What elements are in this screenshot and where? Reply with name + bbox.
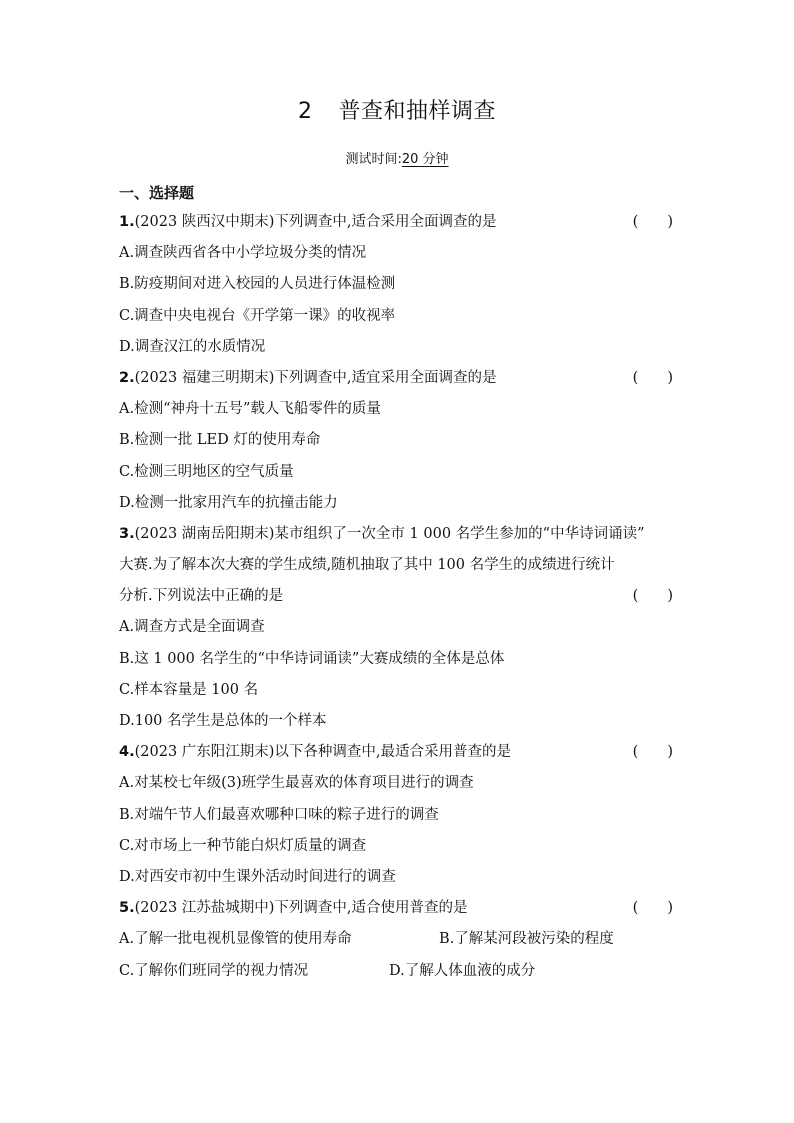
question-text: (2023 江苏盐城期中)下列调查中,适合使用普查的是 [134,900,468,917]
option: A.了解一批电视机显像管的使用寿命 [119,931,352,948]
option: D.检测一批家用汽车的抗撞击能力 [119,494,338,511]
question-3-stem-cont [119,581,675,612]
title-number: 2 [297,99,313,124]
option: D.调查汉江的水质情况 [119,338,266,355]
option: C.了解你们班同学的视力情况 [119,962,309,979]
answer-blank: ( ) [632,900,673,917]
question-2-stem [119,363,675,394]
answer-blank: ( ) [632,588,673,605]
option: D.100 名学生是总体的一个样本 [119,713,327,729]
question-text: 分析.下列说法中正确的是 [119,588,284,605]
option: C.检测三明地区的空气质量 [119,463,294,480]
duration-label: 测试时间: [345,152,402,167]
option: B.这 1 000 名学生的“中华诗词诵读”大赛成绩的全体是总体 [119,650,505,667]
option: C.样本容量是 100 名 [119,681,259,698]
answer-blank: ( ) [632,214,673,230]
question-number: 1. [119,214,135,230]
question-4-stem [119,737,675,768]
answer-blank: ( ) [632,744,673,761]
option: A.检测“神舟十五号”载人飞船零件的质量 [119,401,381,418]
duration-value: 20 分钟 [401,152,449,167]
question-text: (2023 广东阳江期末)以下各种调查中,最适合采用普查的是 [134,744,512,761]
option-row [119,956,675,987]
page-title [0,94,794,125]
option: B.防疫期间对进入校园的人员进行体温检测 [119,276,396,293]
option: D.对西安市初中生课外活动时间进行的调查 [119,868,396,885]
question-text: (2023 陕西汉中期末)下列调查中,适合采用全面调查的是 [134,214,497,230]
test-duration [0,148,794,167]
option: A.对某校七年级(3)班学生最喜欢的体育项目进行的调查 [119,775,474,792]
option-row [119,924,675,955]
option: C.对市场上一种节能白炽灯质量的调查 [119,837,367,854]
answer-blank: ( ) [632,369,673,386]
question-3-stem-cont: 大赛.为了解本次大赛的学生成绩,随机抽取了其中 100 名学生的成绩进行统计 [119,557,615,574]
option: B.检测一批 LED 灯的使用寿命 [119,432,321,449]
question-number: 3. [119,525,135,542]
question-text: (2023 福建三明期末)下列调查中,适宜采用全面调查的是 [134,369,497,386]
question-5-stem [119,893,675,924]
question-3-stem [119,519,675,550]
question-list [119,207,675,987]
option: B.了解某河段被污染的程度 [439,931,614,948]
title-text: 普查和抽样调查 [338,99,496,124]
question-text: (2023 湖南岳阳期末)某市组织了一次全市 1 000 名学生参加的“中华诗词诵读” [134,525,645,542]
option: B.对端午节人们最喜欢哪种口味的粽子进行的调查 [119,806,439,823]
question-1-stem [119,207,675,238]
option: A.调查方式是全面调查 [119,619,265,636]
option: C.调查中央电视台《开学第一课》的收视率 [119,307,396,324]
question-number: 4. [119,744,135,761]
question-number: 2. [119,369,135,386]
section-heading: 一、选择题 [119,184,195,202]
option: D.了解人体血液的成分 [389,962,536,979]
option: A.调查陕西省各中小学垃圾分类的情况 [119,245,367,262]
question-number: 5. [119,900,135,917]
